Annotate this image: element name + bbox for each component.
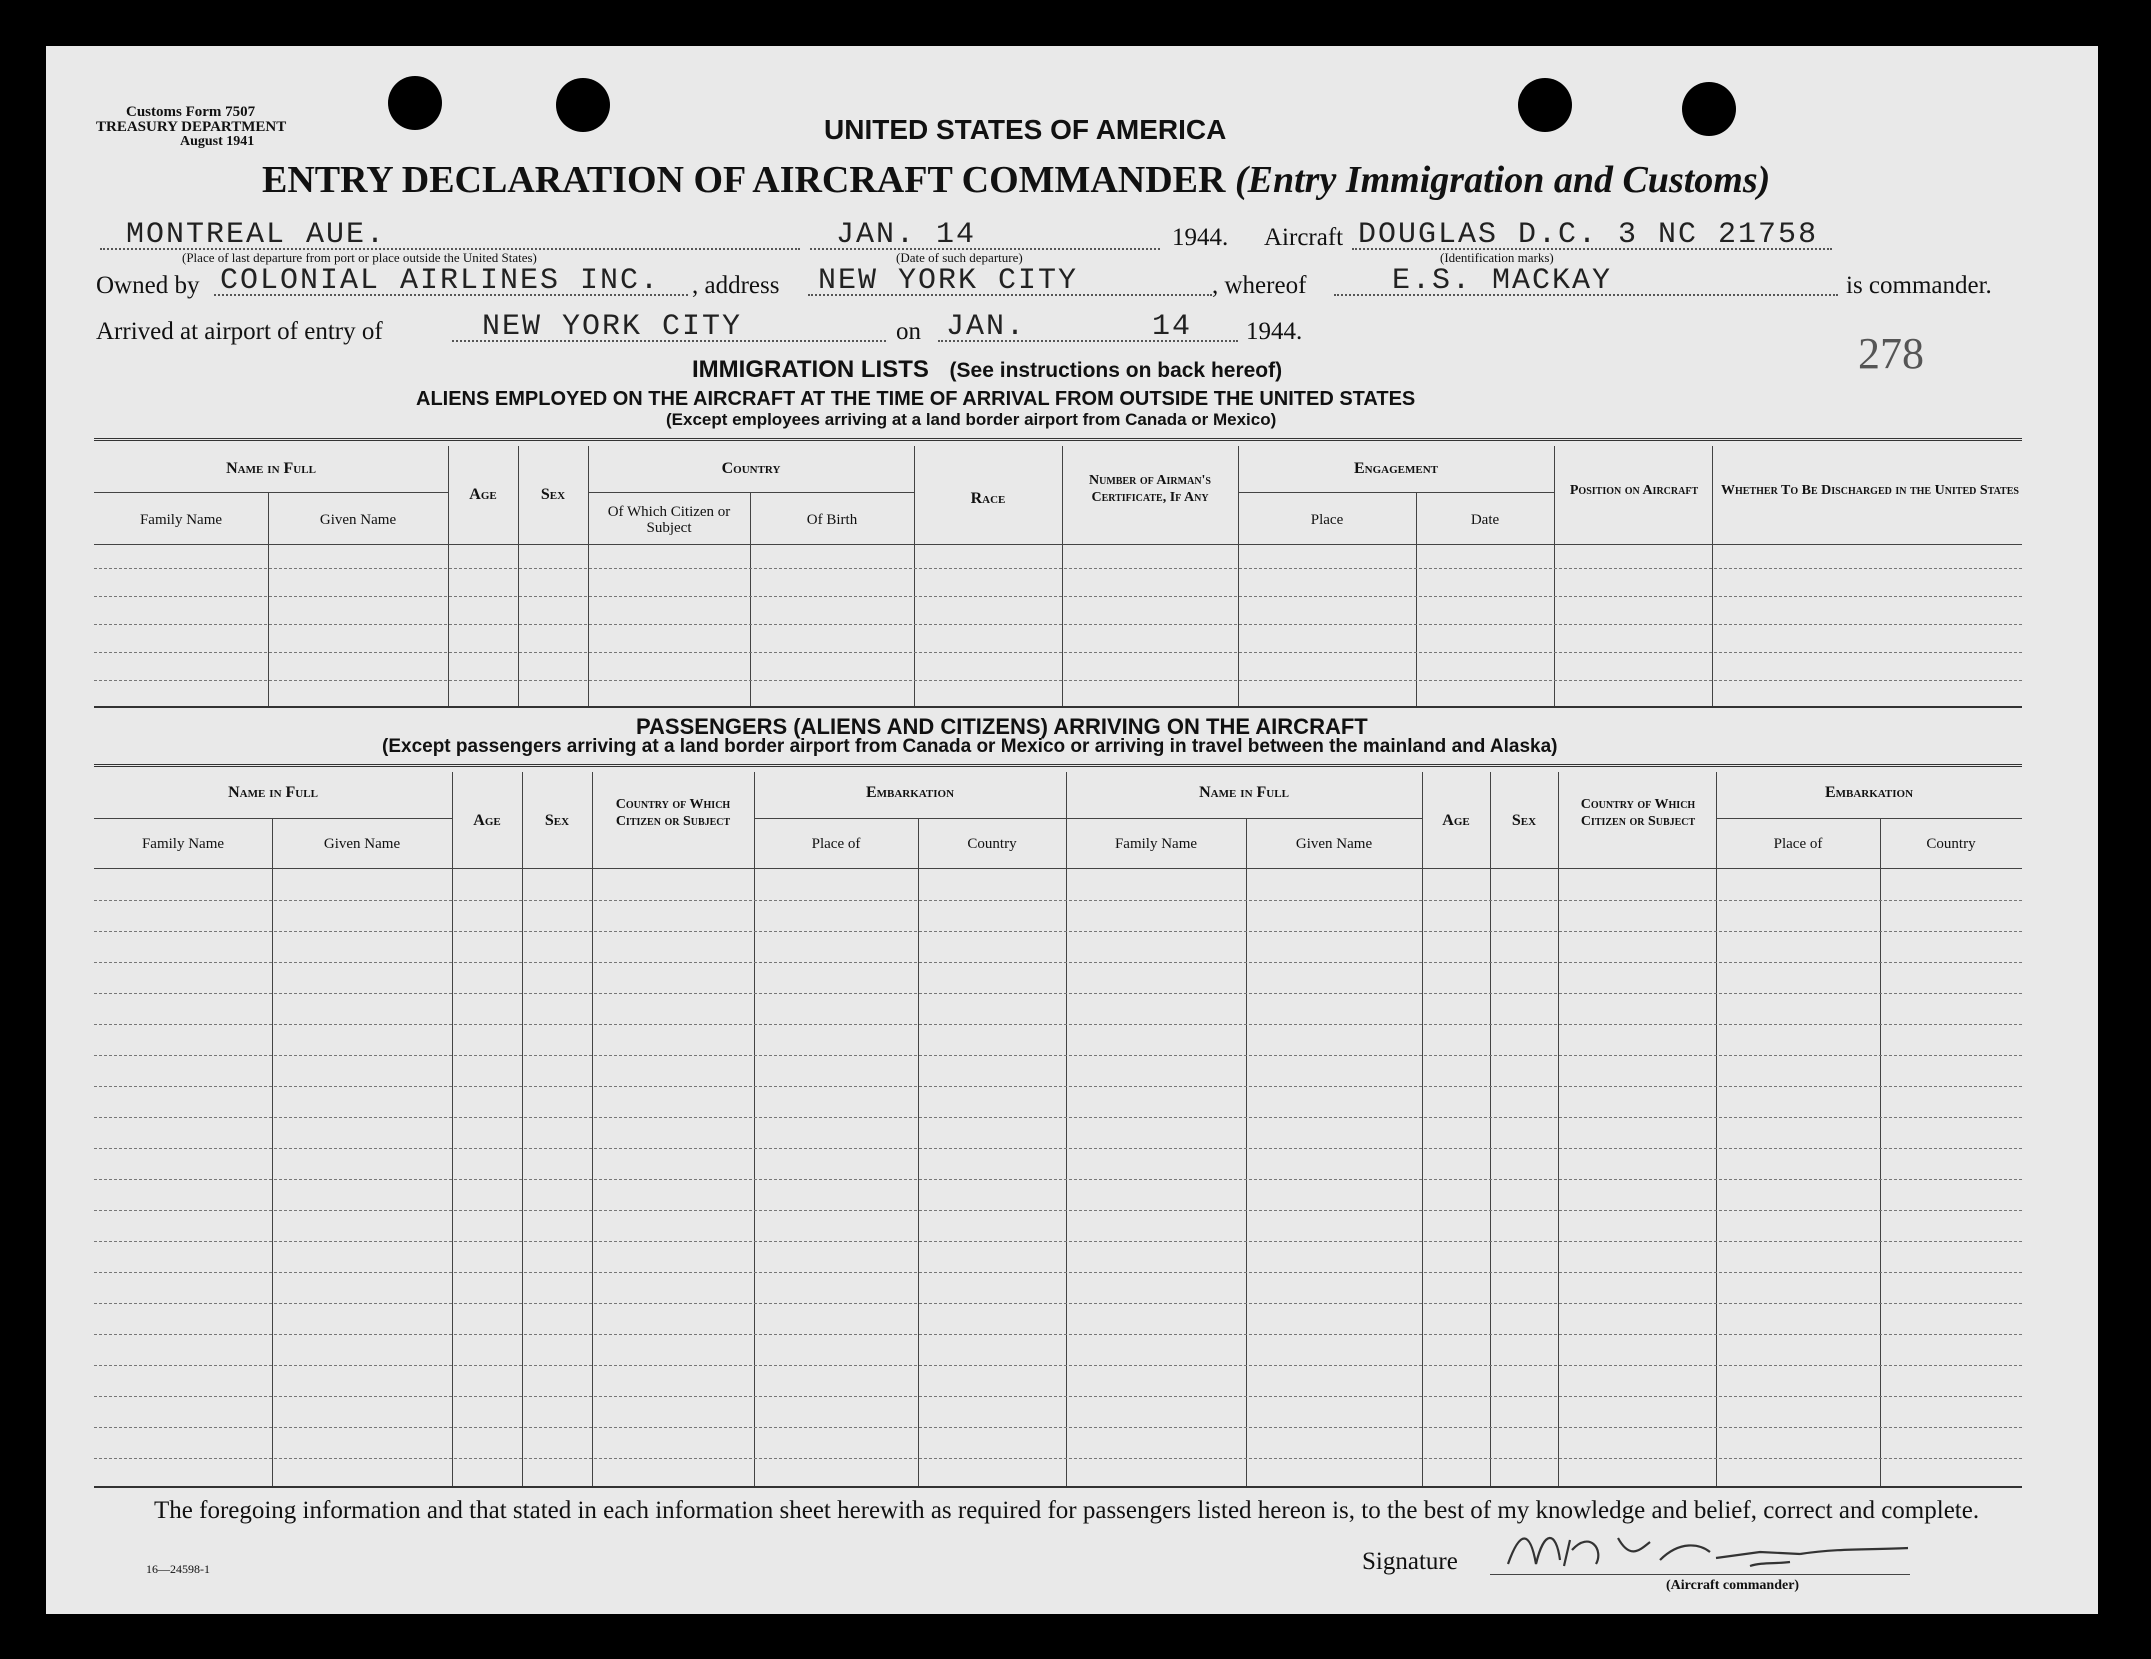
arrival-airport-line	[452, 340, 886, 342]
signature-caption: (Aircraft commander)	[1666, 1578, 1800, 1593]
header-bottom	[94, 868, 2022, 869]
col-divider	[1062, 446, 1063, 706]
passengers-table-top	[94, 764, 2022, 767]
passengers-title-text: PASSENGERS (ALIENS AND CITIZENS) ARRIVING ON THE AIRCRAFT	[636, 714, 1368, 739]
col-divider	[448, 446, 449, 706]
col-divider	[1238, 446, 1239, 706]
arrival-airport-value: NEW YORK CITY	[482, 310, 743, 344]
col-divider	[1490, 772, 1491, 1486]
table-row	[94, 652, 2022, 653]
hdr-family-name-left: Family Name	[141, 836, 225, 852]
address-label: , address	[692, 272, 780, 299]
departure-place-value: MONTREAL AUE.	[126, 218, 387, 252]
col-divider	[588, 446, 589, 706]
hdr-given-name-left: Given Name	[323, 836, 401, 852]
hdr-age: Age	[469, 486, 497, 503]
group-subline	[588, 492, 914, 493]
col-divider	[1712, 446, 1713, 706]
hdr-family-name-right: Family Name	[1114, 836, 1198, 852]
aliens-table-top	[94, 438, 2022, 441]
col-divider	[1558, 772, 1559, 1486]
hdr-embarkation-right: Embarkation	[1824, 784, 1914, 801]
table-row	[94, 624, 2022, 625]
table-row	[94, 1086, 2022, 1087]
hdr-place-of-right: Place of	[1773, 836, 1823, 852]
owner-value: COLONIAL AIRLINES INC.	[220, 264, 661, 298]
table-row	[94, 1241, 2022, 1242]
hdr-birth: Of Birth	[806, 512, 858, 528]
table-row	[94, 900, 2022, 901]
aircraft-line	[1352, 248, 1832, 250]
col-divider	[1422, 772, 1423, 1486]
table-row	[94, 1179, 2022, 1180]
table-row	[94, 1210, 2022, 1211]
arrival-day-value: 14	[1152, 310, 1193, 344]
aircraft-label: Aircraft	[1264, 224, 1344, 251]
commander-line	[1334, 294, 1838, 296]
form-title	[262, 158, 1770, 202]
hdr-given-name: Given Name	[319, 512, 397, 528]
table-row	[94, 1334, 2022, 1335]
country-heading: UNITED STATES OF AMERICA	[824, 114, 1227, 145]
table-row	[94, 1396, 2022, 1397]
col-divider	[914, 446, 915, 706]
col-divider	[452, 772, 453, 1486]
aliens-table-bottom	[94, 706, 2022, 708]
col-divider	[1716, 772, 1717, 1486]
hdr-race: Race	[970, 490, 1006, 507]
col-divider	[1066, 772, 1067, 1486]
hdr-citizen-left: Country of Which Citizen or Subject	[615, 797, 731, 829]
print-code: 16—24598-1	[146, 1562, 210, 1576]
hdr-given-name-right: Given Name	[1295, 836, 1373, 852]
group-subline	[1716, 818, 2022, 819]
passengers-table-bottom	[94, 1486, 2022, 1488]
table-row	[94, 1117, 2022, 1118]
hdr-family-name: Family Name	[139, 512, 223, 528]
owned-by-label: Owned by	[96, 272, 200, 299]
col-divider	[518, 446, 519, 706]
group-subline	[1066, 818, 1422, 819]
table-row	[94, 1427, 2022, 1428]
form-title-paren: (Entry Immigration and Customs)	[1234, 159, 1771, 201]
hdr-age-right: Age	[1442, 812, 1470, 829]
form-date: August 1941	[180, 134, 255, 149]
file-number: 278	[1858, 329, 1924, 378]
group-subline	[754, 818, 1066, 819]
is-commander-label: is commander.	[1846, 272, 1992, 299]
table-row	[94, 931, 2022, 932]
col-divider	[918, 818, 919, 1486]
group-subline	[1238, 492, 1554, 493]
address-value: NEW YORK CITY	[818, 264, 1079, 298]
hdr-sex-left: Sex	[544, 812, 570, 829]
immigration-title-text: IMMIGRATION LISTS	[692, 356, 929, 383]
col-divider	[272, 818, 273, 1486]
hdr-sex-right: Sex	[1511, 812, 1537, 829]
department: TREASURY DEPARTMENT	[96, 119, 287, 135]
table-row	[94, 1458, 2022, 1459]
immigration-subtitle: ALIENS EMPLOYED ON THE AIRCRAFT AT THE TIME OF ARRIVAL FROM OUTSIDE THE UNITED STATES	[416, 388, 1416, 410]
aircraft-value: DOUGLAS D.C. 3 NC 21758	[1358, 218, 1819, 252]
hdr-name-in-full: Name in Full	[226, 460, 316, 477]
table-row	[94, 1055, 2022, 1056]
table-row	[94, 962, 2022, 963]
hdr-position: Position on Aircraft	[1569, 483, 1699, 498]
commander-value: E.S. MACKAY	[1392, 264, 1613, 298]
punch-hole	[1682, 82, 1736, 136]
immigration-subnote: (Except employees arriving at a land border airport from Canada or Mexico)	[666, 410, 1277, 429]
departure-date-caption: (Date of such departure)	[896, 250, 1023, 265]
immigration-note: (See instructions on back hereof)	[949, 359, 1283, 382]
arrival-year: 1944.	[1246, 318, 1303, 345]
hdr-name-in-full-left: Name in Full	[228, 784, 318, 801]
punch-hole	[1518, 78, 1572, 132]
punch-hole	[556, 78, 610, 132]
signature-scribble	[1500, 1520, 1940, 1580]
hdr-citizen-right: Country of Which Citizen or Subject	[1580, 797, 1696, 829]
form-number: Customs Form 7507	[126, 104, 256, 120]
hdr-country-right: Country	[1926, 836, 1976, 852]
hdr-place: Place	[1310, 512, 1344, 528]
arrived-label: Arrived at airport of entry of	[96, 318, 383, 345]
departure-year: 1944.	[1172, 224, 1229, 251]
group-subline	[94, 818, 452, 819]
arrival-month-value: JAN.	[946, 310, 1027, 344]
table-row	[94, 1024, 2022, 1025]
header-bottom	[94, 544, 2022, 545]
col-divider	[1246, 818, 1247, 1486]
col-divider	[754, 772, 755, 1486]
hdr-country-left: Country	[967, 836, 1017, 852]
table-row	[94, 1272, 2022, 1273]
table-row	[94, 680, 2022, 681]
hdr-citizen: Of Which Citizen or Subject	[607, 504, 731, 536]
table-row	[94, 1303, 2022, 1304]
hdr-age-left: Age	[473, 812, 501, 829]
on-label: on	[896, 318, 921, 345]
immigration-title	[692, 356, 1282, 384]
hdr-engagement: Engagement	[1353, 460, 1438, 477]
hdr-embarkation-left: Embarkation	[865, 784, 955, 801]
address-line	[808, 294, 1212, 296]
hdr-place-of-left: Place of	[811, 836, 861, 852]
table-row	[94, 568, 2022, 569]
table-row	[94, 1365, 2022, 1366]
hdr-name-in-full-right: Name in Full	[1199, 784, 1289, 801]
col-divider	[1554, 446, 1555, 706]
col-divider	[522, 772, 523, 1486]
group-subline	[94, 492, 448, 493]
hdr-country: Country	[721, 460, 781, 477]
departure-date-value: JAN. 14	[836, 218, 977, 252]
whereof-label: , whereof	[1212, 272, 1307, 299]
signature-label: Signature	[1362, 1548, 1458, 1575]
col-divider	[1880, 818, 1881, 1486]
passengers-subnote: (Except passengers arriving at a land border airport from Canada or Mexico or arriving in travel between the mainland and Alaska)	[382, 736, 1558, 757]
table-row	[94, 596, 2022, 597]
table-row	[94, 1148, 2022, 1149]
punch-hole	[388, 76, 442, 130]
declaration-text: The foregoing information and that stated in each information sheet herewith as required for passengers listed hereon is, to the best of my knowledge and belief, correct and complete.	[154, 1497, 1980, 1524]
hdr-sex: Sex	[540, 486, 566, 503]
owner-line	[214, 294, 688, 296]
hdr-discharged: Whether To Be Discharged in the United States	[1721, 483, 2019, 498]
hdr-cert: Number of Airman's Certificate, If Any	[1088, 473, 1211, 505]
form-title-main: ENTRY DECLARATION OF AIRCRAFT COMMANDER	[262, 159, 1226, 201]
hdr-date: Date	[1470, 512, 1500, 528]
departure-place-caption: (Place of last departure from port or place outside the United States)	[182, 250, 537, 265]
col-divider	[592, 772, 593, 1486]
table-row	[94, 993, 2022, 994]
aircraft-caption: (Identification marks)	[1440, 250, 1554, 265]
arrival-date-line	[938, 340, 1238, 342]
